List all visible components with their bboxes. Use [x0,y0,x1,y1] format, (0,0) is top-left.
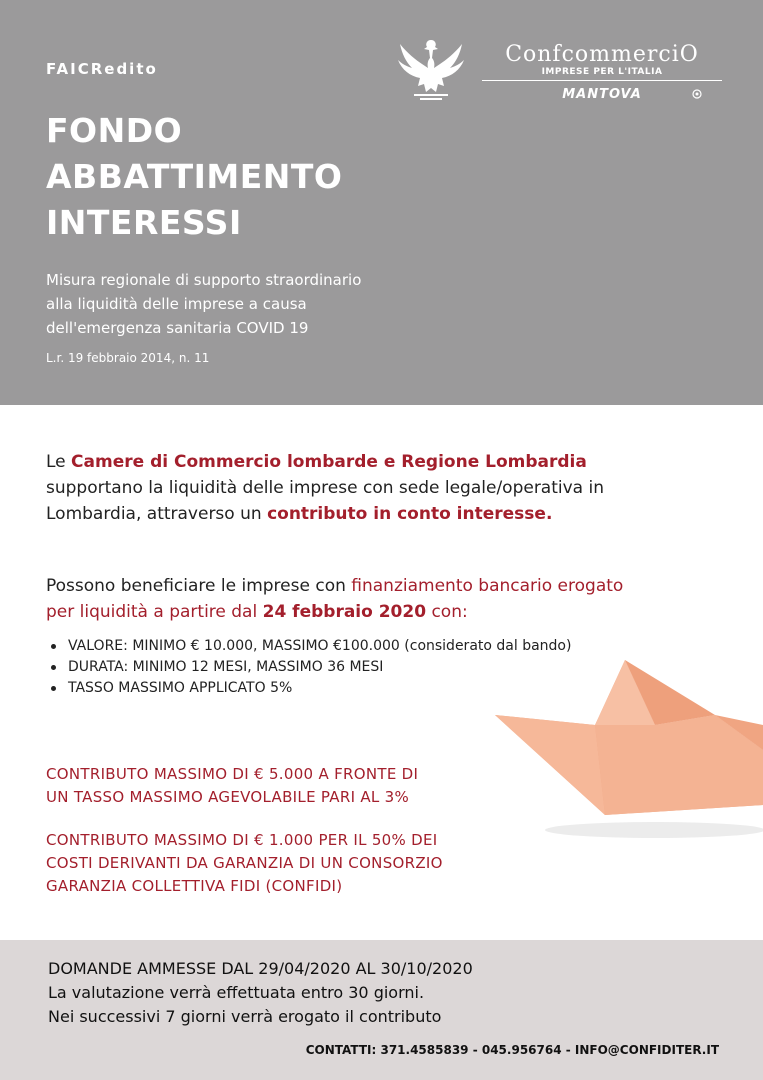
eligibility-date: 24 febbraio 2020 [262,602,427,622]
footer-line: Nei successivi 7 giorni verrà erogato il contributo [48,1007,442,1026]
footer-info [48,957,473,1029]
eligibility-line [46,573,746,599]
contribution-line: UN TASSO MASSIMO AGEVOLABILE PARI AL 3% [46,788,410,806]
intro-text: Le [46,452,72,472]
contribution-line: CONTRIBUTO MASSIMO DI € 5.000 A FRONTE DI [46,765,419,783]
contribution-line: COSTI DERIVANTI DA GARANZIA DI UN CONSORZIO [46,854,443,872]
eligibility-paragraph [46,573,746,625]
intro-line [46,501,736,527]
footer-line: DOMANDE AMMESSE DAL 29/04/2020 AL 30/10/2020 [48,959,473,978]
logo-mark-icon [692,89,702,99]
law-reference: L.r. 19 febbraio 2014, n. 11 [46,351,210,365]
brand-label: FAICRedito [46,60,158,78]
footer-line: La valutazione verrà effettuata entro 30 giorni. [48,983,425,1002]
eligibility-highlight: con: [426,602,468,622]
contacts-line: CONTATTI: 371.4585839 - 045.956764 - INFO@CONFIDITER.IT [305,1043,719,1057]
eligibility-text: Possono beneficiare le imprese con [46,576,352,596]
eligibility-highlight: finanziamento bancario erogato [351,576,624,596]
intro-line [46,449,736,475]
paper-boat-icon [485,655,763,855]
logo-divider [482,80,722,81]
subtitle-line: Misura regionale di supporto straordinario [46,271,362,289]
intro-line: supportano la liquidità delle imprese con sede legale/operativa in [46,478,604,498]
contribution-block [46,763,418,809]
page-title [46,108,342,246]
title-line: FONDO [46,111,183,150]
list-item: VALORE: MINIMO € 10.000, MASSIMO €100.000 (considerato dal bando) [46,636,571,657]
eligibility-highlight: per liquidità a partire dal [46,602,263,622]
intro-text: Lombardia, attraverso un [46,504,268,524]
title-line: ABBATTIMENTO [46,157,343,196]
org-name: ConfcommerciO [505,42,699,67]
intro-highlight: Camere di Commercio lombarde e Regione Lombardia [71,452,587,472]
intro-paragraph [46,449,736,527]
header-panel [0,0,763,405]
org-subtitle: IMPRESE PER L'ITALIA [541,67,663,77]
title-line: INTERESSI [46,203,242,242]
contribution-line: CONTRIBUTO MASSIMO DI € 1.000 PER IL 50% DEI [46,831,438,849]
contribution-block [46,829,443,898]
list-item: TASSO MASSIMO APPLICATO 5% [46,678,571,699]
contribution-line: GARANZIA COLLETTIVA FIDI (CONFIDI) [46,877,343,895]
intro-highlight: contributo in conto interesse. [267,504,553,524]
eligibility-line [46,599,746,625]
subtitle-line: dell'emergenza sanitaria COVID 19 [46,319,309,337]
list-item: DURATA: MINIMO 12 MESI, MASSIMO 36 MESI [46,657,571,678]
subtitle [46,268,361,340]
eagle-logo-icon [394,34,468,104]
org-city: MANTOVA [562,87,642,102]
subtitle-line: alla liquidità delle imprese a causa [46,295,307,313]
footer-panel [0,940,763,1080]
